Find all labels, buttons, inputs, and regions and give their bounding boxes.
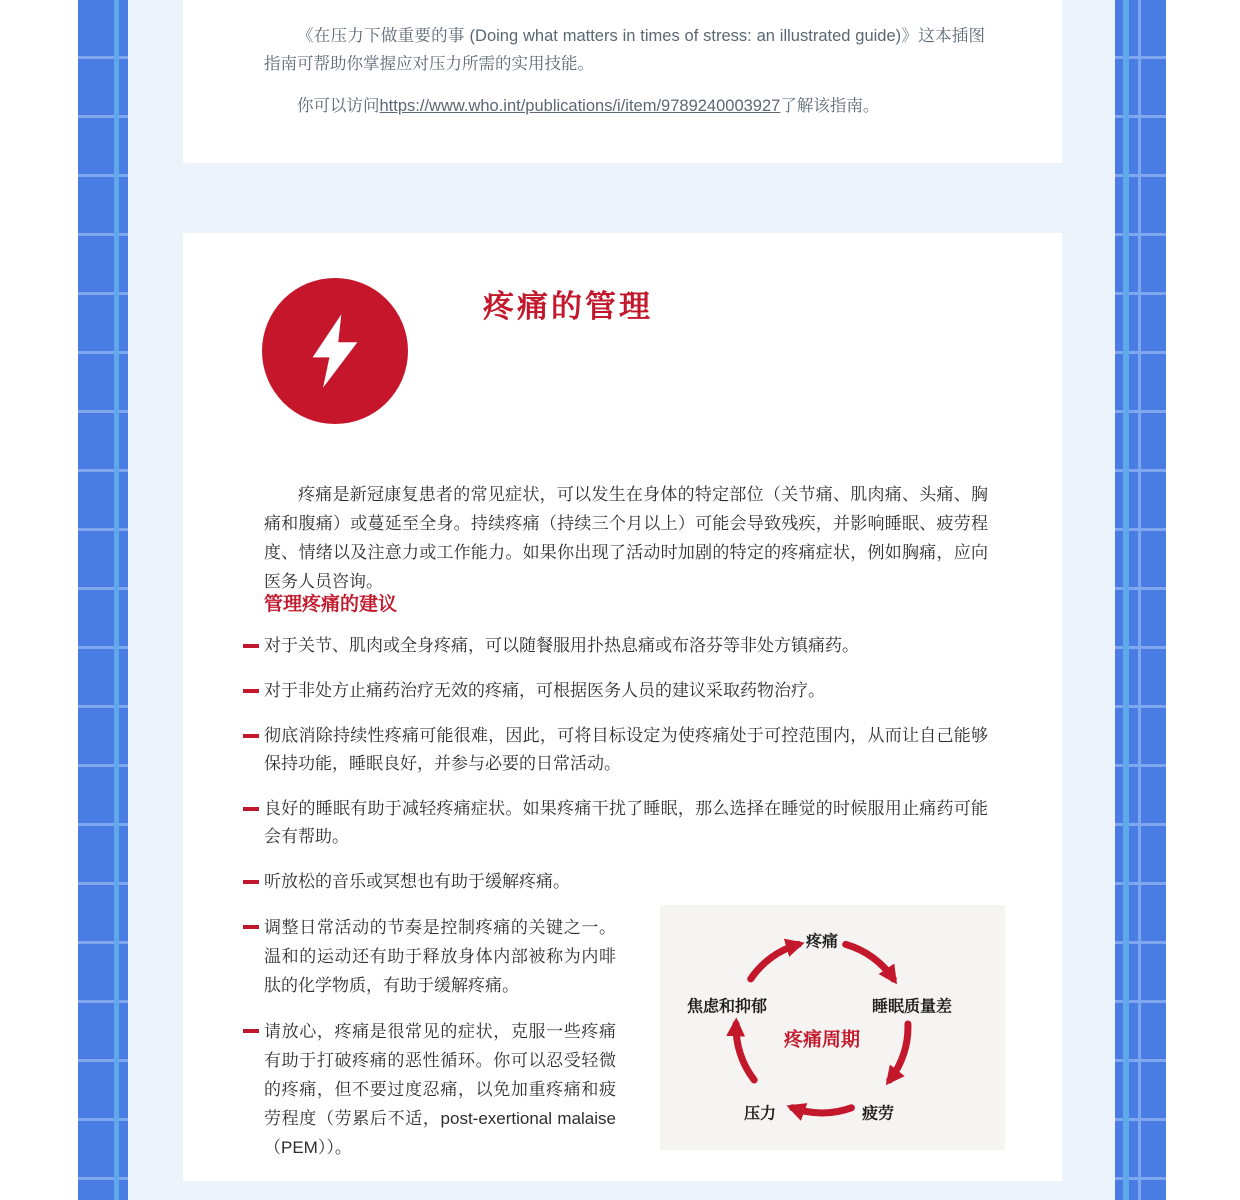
tip-text: 彻底消除持续性疼痛可能很难，因此，可将目标设定为使疼痛处于可控范围内，从而让自己能够保持功能，睡眠良好，并参与必要的日常活动。 (264, 726, 988, 773)
tip-text: 对于关节、肌肉或全身疼痛，可以随餐服用扑热息痛或布洛芬等非处方镇痛药。 (264, 636, 859, 655)
tip-text: 对于非处方止痛药治疗无效的疼痛，可根据医务人员的建议采取药物治疗。 (264, 681, 825, 700)
dash-bullet-icon (243, 1029, 259, 1033)
cycle-node-sleep: 睡眠质量差 (871, 998, 953, 1016)
who-guide-link[interactable]: https://www.who.int/publications/i/item/9789240003927 (379, 97, 781, 115)
pain-intro-paragraph: 疼痛是新冠康复患者的常见症状，可以发生在身体的特定部位（关节痛、肌肉痛、头痛、胸痛和腹痛）或蔓延至全身。持续疼痛（持续三个月以上）可能会导致残疾，并影响睡眠、疲劳程度、情绪以及注意力或工作能力。如果你出现了活动时加剧的特定的疼痛症状，例如胸痛，应向医务人员咨询。 (264, 485, 988, 591)
cycle-center-label: 疼痛周期 (783, 1029, 861, 1051)
lightning-badge (262, 278, 408, 424)
lightning-bolt-icon (295, 303, 375, 399)
pain-cycle-diagram (660, 905, 1005, 1150)
visit-suffix-text: 了解该指南。 (780, 97, 880, 115)
page-title: 疼痛的管理 (483, 289, 653, 324)
tip-item (264, 868, 988, 896)
dash-bullet-icon (243, 644, 259, 648)
dash-bullet-icon (243, 689, 259, 693)
cycle-node-anxiety: 焦虑和抑郁 (686, 998, 768, 1016)
tip-text: 听放松的音乐或冥想也有助于缓解疼痛。 (264, 872, 570, 891)
tips-subheading: 管理疼痛的建议 (264, 594, 398, 615)
dash-bullet-icon (243, 880, 259, 884)
dash-bullet-icon (243, 734, 259, 738)
tip-text: 调整日常活动的节奏是控制疼痛的关键之一。温和的运动还有助于释放身体内部被称为内啡肽的化学物质，有助于缓解疼痛。 (264, 918, 616, 995)
tip-text: 请放心，疼痛是很常见的症状，克服一些疼痛有助于打破疼痛的恶性循环。你可以忍受轻微的疼痛，但不要过度忍痛，以免加重疼痛和疲劳程度（劳累后不适，post-exertional malaise（PEM））。 (264, 1022, 616, 1157)
tip-item (264, 632, 988, 660)
dash-bullet-icon (243, 807, 259, 811)
pain-management-card (183, 233, 1062, 1181)
tip-item (264, 677, 988, 705)
tip-item (264, 1017, 616, 1162)
left-grid-border (78, 0, 128, 1200)
right-grid-border (1115, 0, 1166, 1200)
intro-card (183, 0, 1062, 163)
tip-text: 良好的睡眠有助于减轻疼痛症状。如果疼痛干扰了睡眠，那么选择在睡觉的时候服用止痛药可能会有帮助。 (264, 799, 988, 846)
tip-item (264, 913, 616, 1000)
tip-item (264, 795, 988, 851)
dash-bullet-icon (243, 925, 259, 929)
tip-item (264, 722, 988, 778)
guide-link-paragraph (264, 92, 985, 120)
cycle-node-pain: 疼痛 (805, 933, 839, 951)
visit-prefix-text: 你可以访问 (297, 97, 380, 115)
stress-guide-paragraph: 《在压力下做重要的事 (Doing what matters in times of stress: an illustrated guide)》这本插图指南可帮助你掌握应对压力所需的实用技能。 (264, 27, 985, 73)
cycle-node-fatigue: 疲劳 (861, 1105, 895, 1123)
cycle-node-stress: 压力 (743, 1105, 777, 1123)
